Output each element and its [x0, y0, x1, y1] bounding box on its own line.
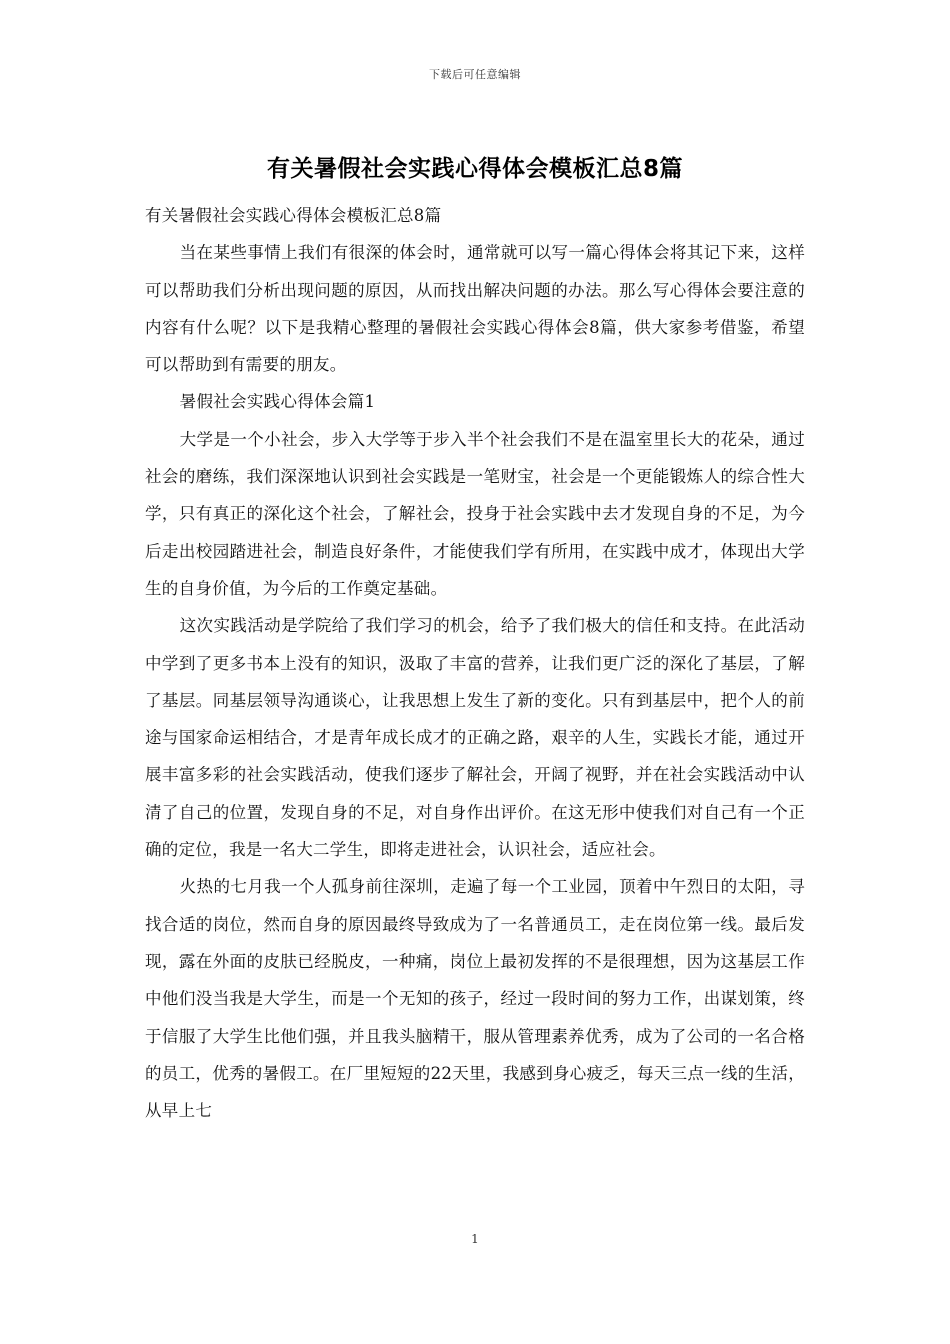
subtitle-paragraph: 有关暑假社会实践心得体会模板汇总8篇 [145, 206, 442, 225]
body-paragraph: 这次实践活动是学院给了我们学习的机会，给予了我们极大的信任和支持。在此活动中学到了更多书本上没有的知识，汲取了丰富的营养，让我们更广泛的深化了基层，了解了基层。同基层领导沟通谈心，让我思想上发生了新的变化。只有到基层中，把个人的前途与国家命运相结合，才是青年成长成才的正确之路，艰辛的人生，实践长才能，通过开展丰富多彩的社会实践活动，使我们逐步了解社会，开阔了视野，并在社会实践活动中认清了自己的位置，发现自身的不足，对自身作出评价。在这无形中使我们对自己有一个正确的定位，我是一名大二学生，即将走进社会，认识社会，适应社会。 [145, 616, 805, 860]
intro-paragraph: 当在某些事情上我们有很深的体会时，通常就可以写一篇心得体会将其记下来，这样可以帮助我们分析出现问题的原因，从而找出解决问题的办法。那么写心得体会要注意的内容有什么呢？以下是我精心整理的暑假社会实践心得体会8篇，供大家参考借鉴，希望可以帮助到有需要的朋友。 [145, 243, 805, 375]
body-paragraph: 大学是一个小社会，步入大学等于步入半个社会我们不是在温室里长大的花朵，通过社会的磨练，我们深深地认识到社会实践是一笔财宝，社会是一个更能锻炼人的综合性大学，只有真正的深化这个社会，了解社会，投身于社会实践中去才发现自身的不足，为今后走出校园踏进社会，制造良好条件，才能使我们学有所用，在实践中成才，体现出大学生的自身价值，为今后的工作奠定基础。 [145, 429, 805, 598]
header-note: 下载后可任意编辑 [429, 68, 521, 81]
page-number: 1 [471, 1232, 479, 1246]
document-body [145, 197, 805, 1129]
section-heading: 暑假社会实践心得体会篇1 [179, 392, 376, 412]
body-paragraph: 火热的七月我一个人孤身前往深圳，走遍了每一个工业园，顶着中午烈日的太阳，寻找合适的岗位，然而自身的原因最终导致成为了一名普通员工，走在岗位第一线。最后发现，露在外面的皮肤已经脱皮，一种痛，岗位上最初发挥的不是很理想，因为这基层工作中他们没当我是大学生，而是一个无知的孩子，经过一段时间的努力工作，出谋划策，终于信服了大学生比他们强，并且我头脑精干，服从管理素养优秀，成为了公司的一名合格的员工，优秀的暑假工。在厂里短短的22天里，我感到身心疲乏，每天三点一线的生活，从早上七 [145, 877, 805, 1121]
document-title: 有关暑假社会实践心得体会模板汇总8篇 [266, 156, 683, 182]
